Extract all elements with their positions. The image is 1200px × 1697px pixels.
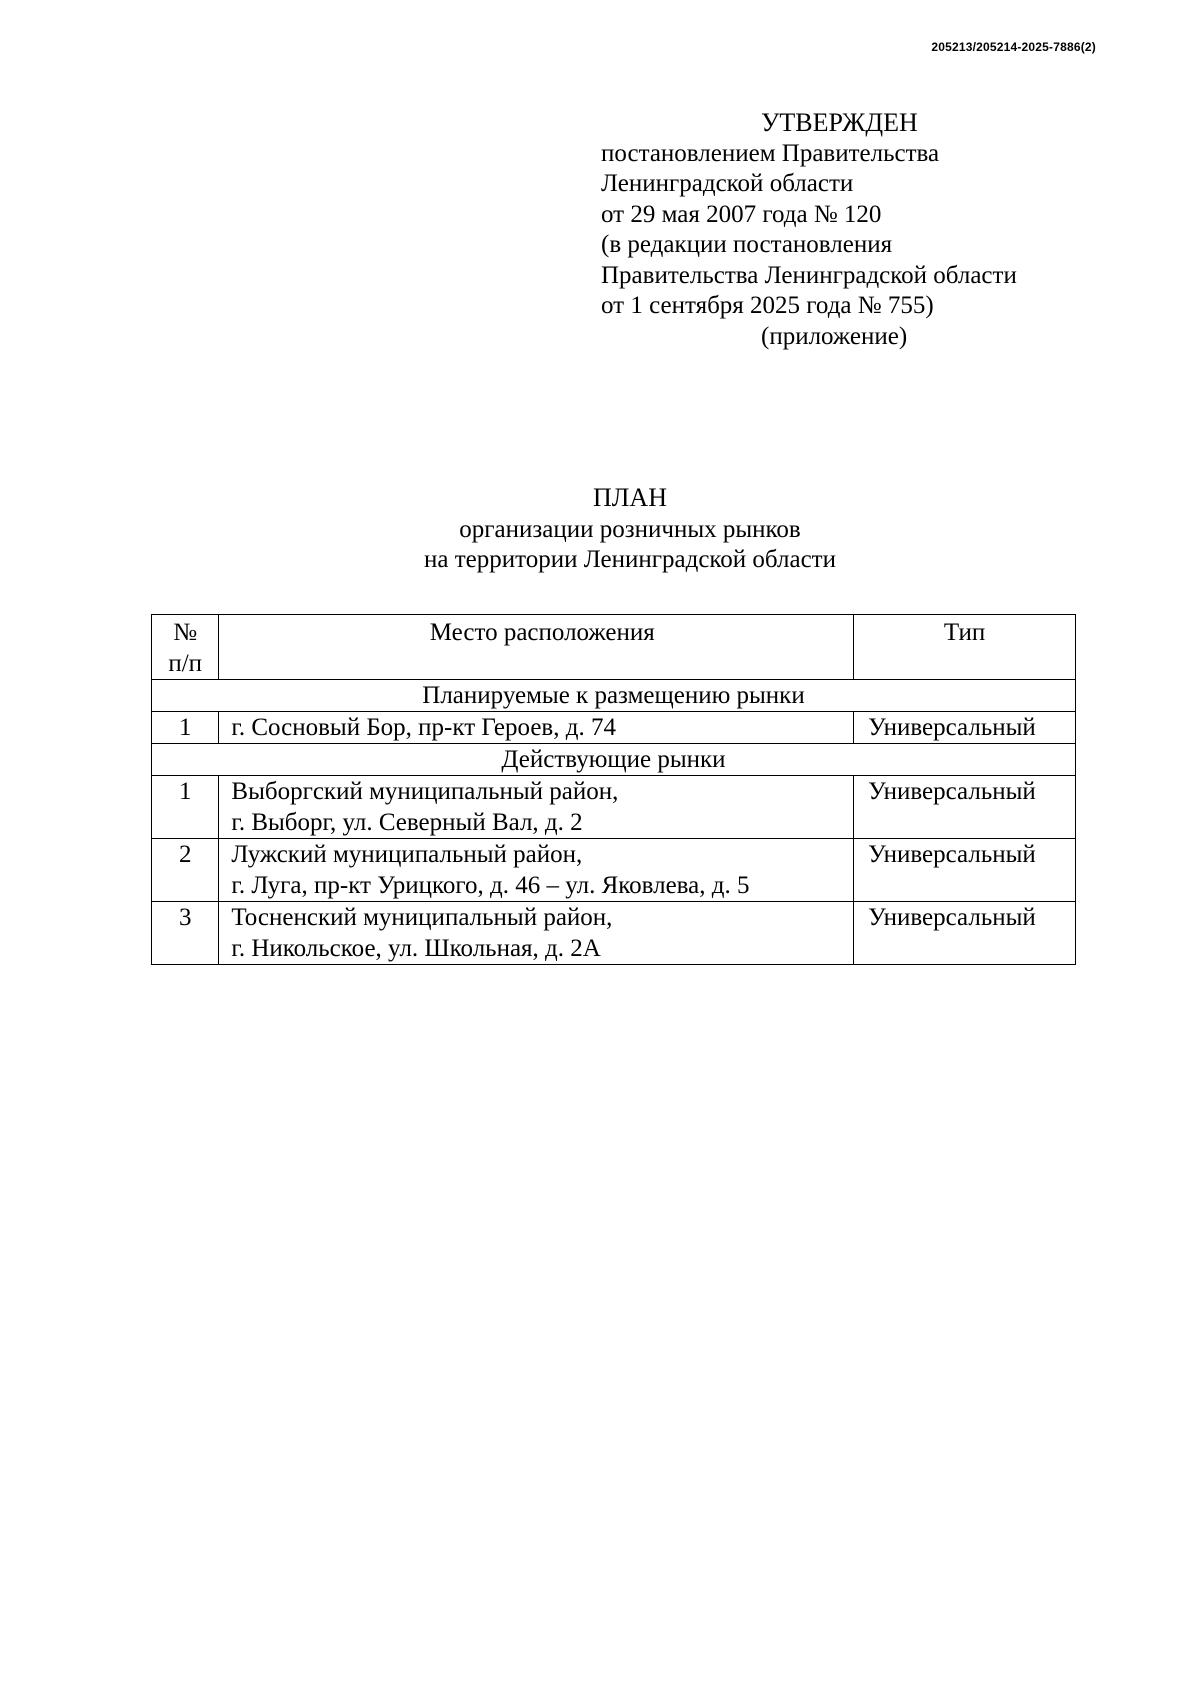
location-line: Тосненский муниципальный район, (231, 904, 613, 931)
row-type: Универсальный (854, 839, 1076, 902)
header-num (152, 615, 219, 680)
section-row (152, 744, 1076, 776)
document-id: 205213/205214-2025-7886(2) (931, 40, 1096, 54)
location-line: г. Выборг, ул. Северный Вал, д. 2 (231, 809, 583, 836)
location-line: г. Никольское, ул. Школьная, д. 2А (231, 935, 601, 962)
header-num-line-1: № (173, 619, 198, 646)
markets-table (151, 614, 1076, 965)
approval-block (601, 108, 1121, 352)
plan-title: ПЛАН (593, 483, 667, 512)
table-row (152, 712, 1076, 744)
row-location (219, 776, 854, 839)
plan-subtitle-line-2: на территории Ленинградской области (424, 546, 836, 573)
table-row (152, 776, 1076, 839)
location-line: г. Луга, пр-кт Урицкого, д. 46 – ул. Яковлева, д. 5 (231, 872, 750, 899)
header-type: Тип (854, 615, 1076, 680)
row-num: 3 (152, 902, 219, 965)
location-line: Выборгский муниципальный район, (231, 778, 619, 805)
approval-line: от 29 мая 2007 года № 120 (601, 200, 882, 228)
plan-heading (0, 483, 1200, 575)
row-location (219, 902, 854, 965)
row-location (219, 839, 854, 902)
approval-line: постановлением Правительства (601, 139, 940, 167)
table-row (152, 902, 1076, 965)
section-title-planned: Планируемые к размещению рынки (152, 680, 1076, 712)
location-line: г. Сосновый Бор, пр-кт Героев, д. 74 (231, 714, 616, 741)
approval-line: Ленинградской области (601, 170, 854, 197)
header-num-line-2: п/п (168, 650, 203, 677)
section-title-active: Действующие рынки (152, 744, 1076, 776)
row-type: Универсальный (854, 776, 1076, 839)
approved-title: УТВЕРЖДЕН (761, 108, 918, 137)
row-type: Универсальный (854, 902, 1076, 965)
approval-appendix: (приложение) (761, 322, 908, 350)
table-row (152, 839, 1076, 902)
row-type: Универсальный (854, 712, 1076, 744)
row-num: 2 (152, 839, 219, 902)
location-line: Лужский муниципальный район, (231, 841, 583, 868)
approval-line: (в редакции постановления (601, 231, 893, 258)
plan-subtitle-line-1: организации розничных рынков (459, 516, 801, 543)
approval-line: от 1 сентября 2025 года № 755) (601, 292, 934, 319)
row-num: 1 (152, 776, 219, 839)
header-location: Место расположения (219, 615, 854, 680)
row-num: 1 (152, 712, 219, 744)
row-location (219, 712, 854, 744)
approval-line: Правительства Ленинградской области (601, 261, 1017, 289)
section-row (152, 680, 1076, 712)
table-header-row (152, 615, 1076, 680)
